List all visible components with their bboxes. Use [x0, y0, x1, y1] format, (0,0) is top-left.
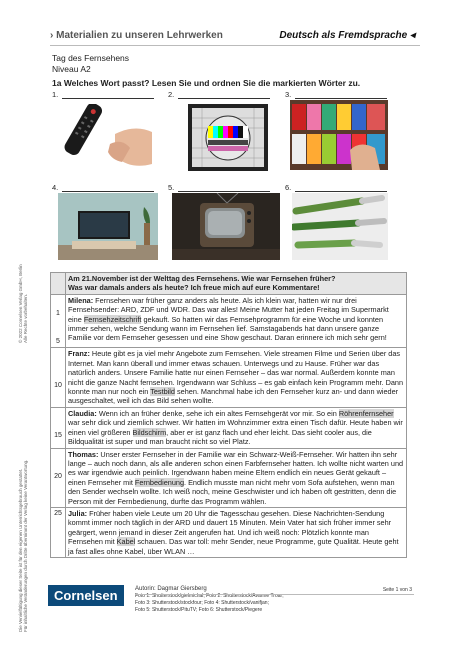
post-author: Milena: [68, 295, 94, 305]
flatscreen-livingroom-photo [58, 193, 158, 260]
header-divider [50, 45, 420, 46]
post-author: Claudia: [68, 408, 97, 418]
test-pattern-photo [188, 104, 268, 171]
marked-word: Fernbedienung [134, 477, 185, 487]
answer-slot-4[interactable]: 4. [52, 183, 154, 192]
marked-word: Fernsehzeitschrift [83, 314, 142, 324]
doc-level: Niveau A2 [52, 64, 91, 74]
post-author: Thomas: [68, 449, 99, 459]
remote-control-photo [60, 104, 155, 170]
post-author: Julia: [68, 508, 88, 518]
intro-row [51, 273, 407, 295]
intro-text: Am 21.November ist der Welttag des Fernsehens. Wie war Fernsehen früher? Was war damals anders als heute? Ich freue mich auf eure Kommentare! [66, 273, 407, 295]
doc-title: Tag des Fernsehens [52, 53, 130, 63]
answer-slot-1[interactable]: 1. [52, 90, 154, 99]
sidebar-copyright: © 2022 Cornelsen Verlag GmbH, Berlin Alle Rechte vorbehalten. [18, 264, 28, 343]
post-row-milena: 1 5 Milena: Fernsehen war früher ganz anders als heute. Als ich klein war, hatten wir nur drei Fernsehsender: ARD, ZDF und WDR. Das war alles! Meine Mutter hat jeden Freitag im Supermarkt eine Fernsehzeitschrift gekauft. So hatten wir das Fernsehprogramm für eine Woche und konnten immer sehen, welche Sendung wann im Fernsehen lief. Samstagabends hat dann unsere ganze Familie vor dem Fernseher gesessen und eine Show geschaut. Daran erinnere ich mich sehr gern! [51, 294, 407, 348]
post-author: Franz: [68, 349, 90, 359]
tv-magazine-stand-photo [290, 100, 388, 170]
marked-word: Bildschirm [132, 427, 167, 437]
footer-credits: Autorin: Dagmar Giersberg Foto 1: Shutterstock/gielmichal; Foto 2: Shutterstock/Avanne Troar; Foto 3: Shutterstock/stockfour; Foto 4: Shutterstock/vanifjan; Foto 5: Shutterstock/PituTV; Foto 6: Shutterstock/Piegere [135, 586, 284, 613]
post-row-thomas: 20 Thomas: Unser erster Fernseher in der Familie war ein Schwarz-Weiß-Fernseher. Wir hatten ihn sehr lange – auch noch dann, als alle anderen schon einen Farbfernseher hatten. Ich wollte nicht warten und es war irgendwie auch peinlich. Irgendwann haben meine Eltern endlich ein neues Gerät gekauft – einen Fernseher mit Fernbedienung. Endlich musste man nicht mehr vom Sofa aufstehen, wenn man den Sender wechseln wollte. Ich weiß noch, meine Geschwister und ich haben oft gestritten, denn die Person mit der Fernbedienung, durfte das Programm wählen. [51, 448, 407, 507]
publisher-logo: Cornelsen [48, 585, 124, 606]
marked-word: Röhrenfernseher [338, 408, 394, 418]
marked-word: Testbild [150, 387, 175, 397]
doc-title-block [52, 53, 129, 75]
marked-word: Kabel [116, 537, 136, 547]
post-row-claudia: 15 Claudia: Wenn ich an früher denke, sehe ich ein altes Fernsehgerät vor mir. So ein Röhrenfernseher war sehr dick und ziemlich schwer. Wir hatten im Wohnzimmer extra einen Tisch dafür. Heute haben wir einen viel größeren Bildschirm, aber er ist ganz flach und eher leicht. Das sieht cooler aus, die Bildqualität ist super und man braucht nicht so viel Platz. [51, 407, 407, 448]
sidebar-usage-note: Die Vervielfältigung dieser Seite ist für den eigenen Unterrichtsgebrauch gestattet. Für inhaltliche Veränderungen durch Dritte übernimmt der Verlag keine Verantwortung. [18, 459, 28, 632]
footer-divider [135, 594, 414, 595]
post-row-franz: 10 Franz: Heute gibt es ja viel mehr Angebote zum Fernsehen. Viele streamen Filme und Serien über das Internet. Man kann überall und immer etwas schauen. Unterwegs und zu Hause. Früher war das natürlich anders. Unsere Familie hatte nur einen Fernseher – das war normal. Außerdem konnte man nicht die ganze Nacht fernsehen. Irgendwann war Schluss – es gab einfach kein Programm mehr. Dann konnte man nur noch ein Testbild sehen. Manchmal habe ich den Fernseher kurz an- und dann wieder ausgeschaltet, weil ich das Bild sehen wollte. [51, 348, 407, 407]
cable-connectors-photo [292, 193, 388, 260]
task-instruction: 1a Welches Wort passt? Lesen Sie und ordnen Sie die markierten Wörter zu. [52, 78, 361, 88]
post-row-julia: 25 Julia: Früher haben viele Leute um 20 Uhr die Tagesschau gesehen. Diese Nachrichten-Sendung kommt immer noch täglich in der ARD und dauert 15 Minuten. Mein Vater hat sich früher immer sehr geärgert, wenn jemand in dieser Zeit angerufen hat. Und ich weiß noch: Plötzlich konnte man Fernsehen mit Kabel schauen. Das war toll: mehr Sender, neue Programme, gute Qualität. Heute geht ja fast alles ohne Kabel, über WLAN … [51, 507, 407, 557]
answer-slot-3[interactable]: 3. [285, 90, 387, 99]
answer-slot-2[interactable]: 2. [168, 90, 270, 99]
old-crt-tv-photo [172, 193, 280, 260]
header-left: › Materialien zu unseren Lehrwerken [50, 30, 223, 41]
reading-text-table [50, 272, 407, 558]
answer-slot-6[interactable]: 6. [285, 183, 387, 192]
page-number: Seite 1 von 3 [382, 587, 412, 593]
footer-author: Autorin: Dagmar Giersberg [135, 586, 207, 592]
answer-slot-5[interactable]: 5. [168, 183, 270, 192]
header-right: Deutsch als Fremdsprache ◂ [279, 30, 415, 41]
